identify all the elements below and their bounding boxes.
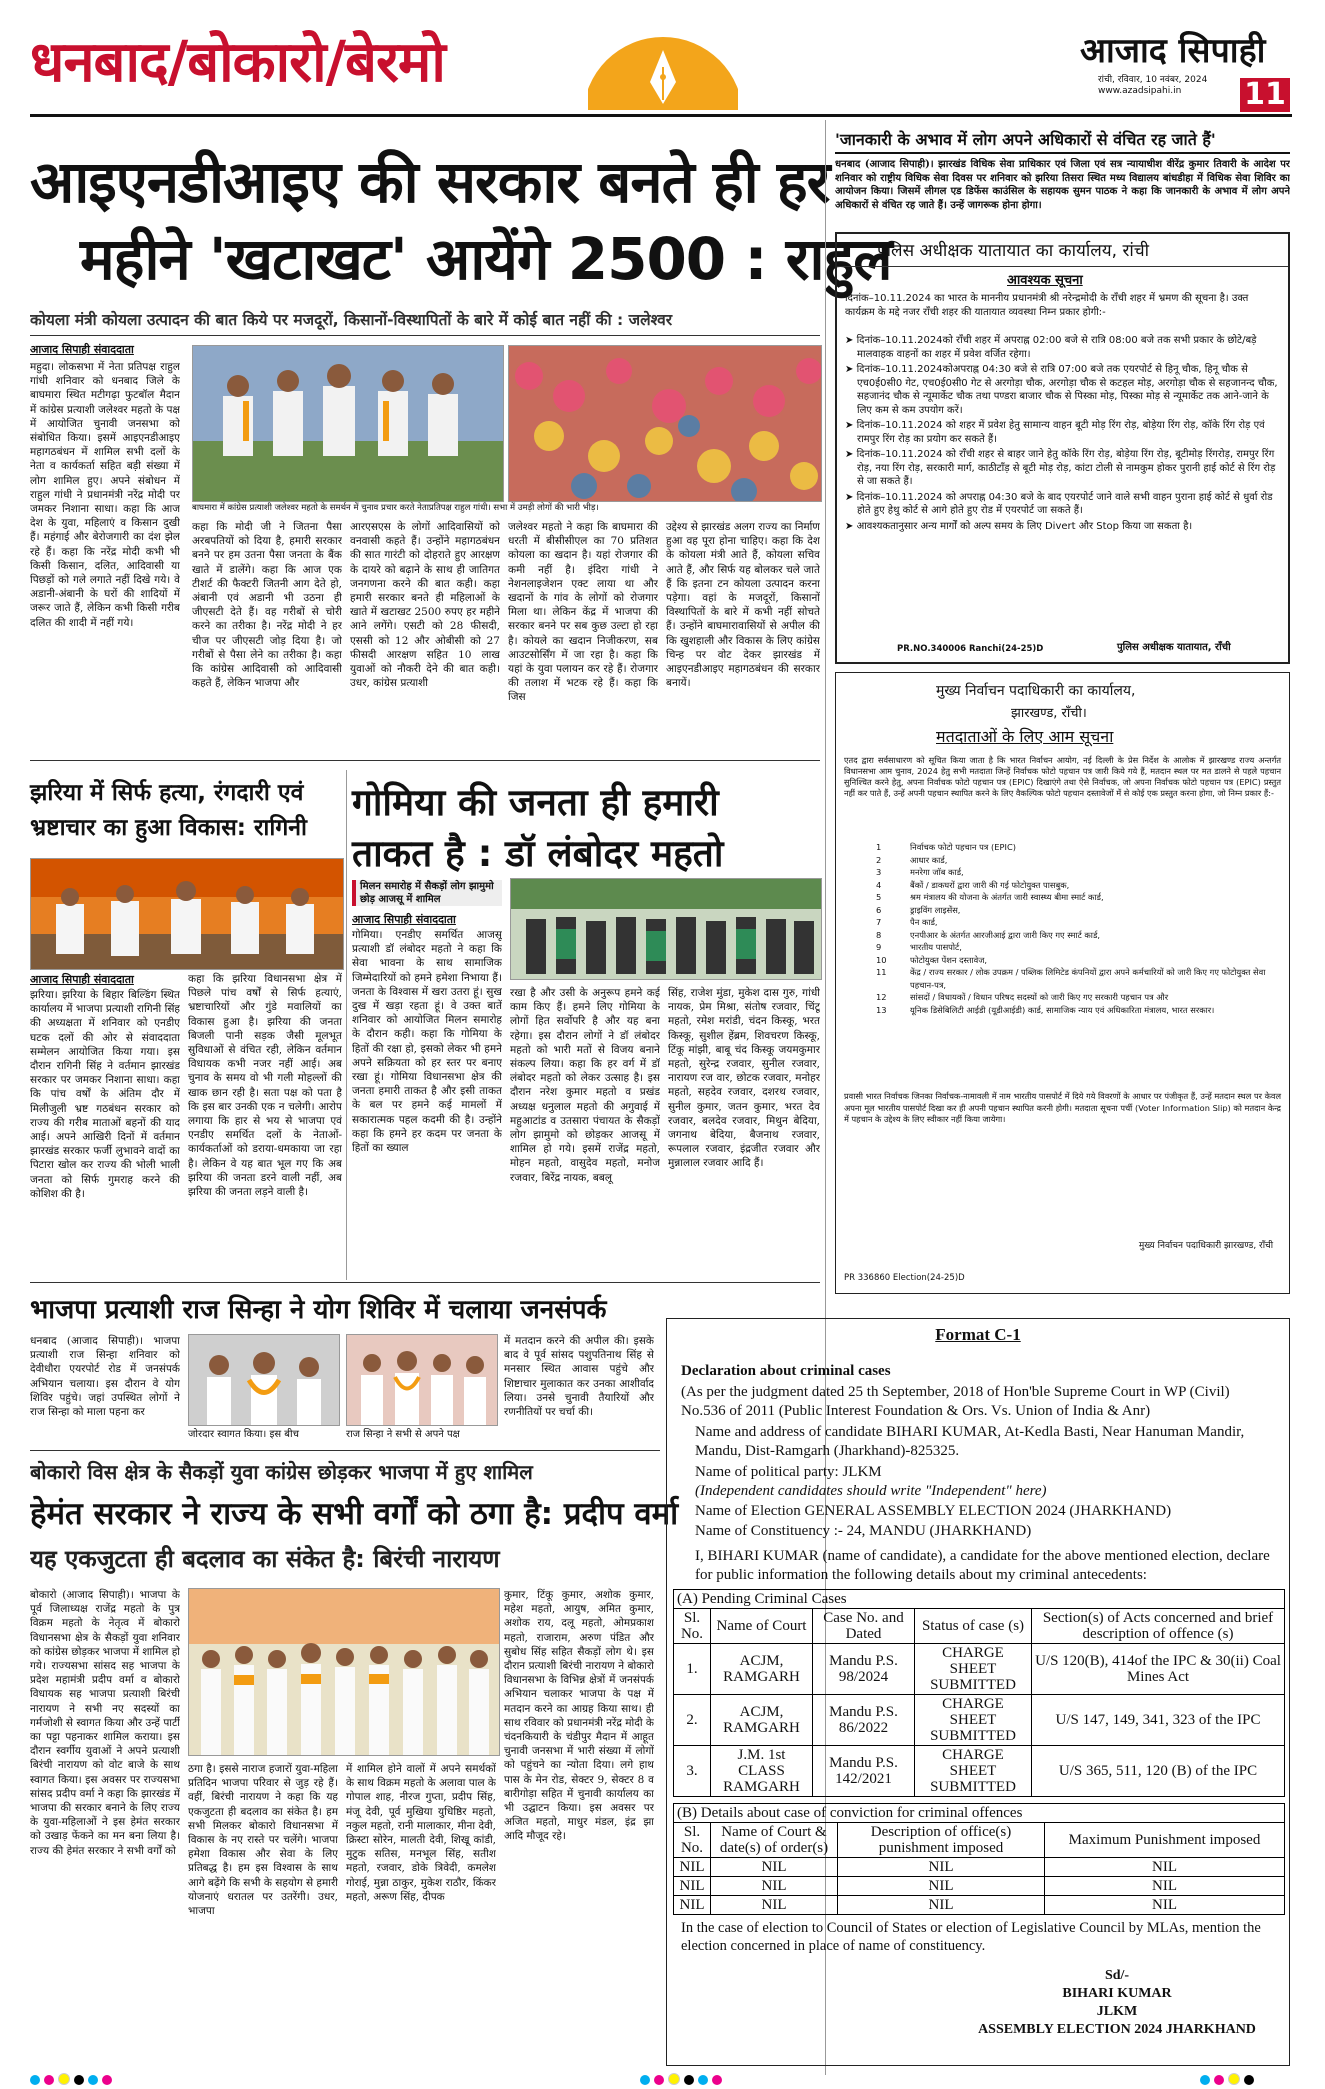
lead-headline-1: आइएनडीआइए की सरकार बनते ही हर [30,148,830,216]
police-point: ➤ दिनांक–10.11.2024कोअपराह्न 04:30 बजे से रात्रि 07:00 बजे तक एयरपोर्ट से हिनू चौक, हिनू चौक से एच0ई0सी0 गेट, एच0ई0सी0 गेट से अरगोड़ा चौक, अरगोड़ा चौक से कटहल मोड़, अरगोड़ा चौक से सहजानन्द चौक, सहजानंद चौक से न्यूमार्केट चौक तथा पण्डरा बाजार चौक से पिस्का मोड़, पिस्का मोड़ से न्यूमार्केट तक आने-जाने के लिए कम से कम उपयोग करें। [845,364,1278,416]
header-cell: Section(s) of Acts concerned and brief description of offence (s) [1032,1609,1285,1644]
table-header-row [674,1609,1285,1644]
section-title: धनबाद/बोकारो/बेरमो [30,30,445,95]
section-a-label: (A) Pending Criminal Cases [674,1590,1285,1609]
police-points [845,334,1280,535]
lead-col-4: जलेश्वर महतो ने कहा कि बाघमारा की धरती में बीसीसीएल का 70 प्रतिशत कोयला का खदान है। यहां रोजगार की कमी नहीं है। इंदिरा गांधी ने नेशनलाइजेशन एक्ट लाया था और खदानों के गांव के लोगों को रोजगार मिला था। लेकिन केंद्र में भाजपा की सरकार बनने पर सब कुछ उल्टा हो रहा है। कोयले का खदान निजीकरण, सब आउटसोर्सिंग में जा रहा है। कहा कि यहां के युवा पलायन कर रहे हैं। रोजगार की तलाश में भटक रहे हैं। कहा कि जिस [508,521,658,704]
lead-col-3: आरएसएस के लोगों आदिवासियों को वनवासी कहते हैं। उन्होंने महागठबंधन की सात गारंटी को दोहराते हुए आरक्षण के दायरे को बढ़ाने के साथ ही जातिगत जनगणना करने की बात कही। कहा हमारी सरकार बनते ही महिलाओं के खाते में खटाखट 2500 रुपए हर महीने आने लगेंगे। एसटी को 28 फीसदी, एससी को 12 और ओबीसी को 27 फीसदी आरक्षण सहित 10 लाख युवाओं को नौकरी देने की बात कही। उधर, कांग्रेस प्रत्याशी [350,521,500,690]
table-cell: Mandu P.S. 86/2022 [813,1695,915,1746]
bokaro-headline-1: बोकारो विस क्षेत्र के सैकड़ों युवा कांग्रेस छोड़कर भाजपा में हुए शामिल [30,1460,533,1484]
election-doc-item: 1 निर्वाचक फोटो पहचान पत्र (EPIC) [876,842,1016,852]
bjp-headline: भाजपा प्रत्याशी राज सिन्हा ने योग शिविर में चलाया जनसंपर्क [30,1295,607,1325]
header-cell: Name of Court & date(s) of order(s) [711,1823,838,1858]
table-cell: CHARGE SHEET SUBMITTED [915,1746,1032,1797]
lead-photo-stage [192,345,504,502]
table-cell: NIL [711,1858,838,1877]
election-doc-item: 2 आधार कार्ड, [876,854,948,865]
table-row [674,1896,1285,1915]
table-cell: U/S 365, 511, 120 (B) of the IPC [1032,1746,1285,1797]
table-cell: 1. [674,1644,711,1695]
table-cell: J.M. 1st CLASS RAMGARH [711,1746,813,1797]
table-cell: NIL [711,1896,838,1915]
sign-name: BIHARI KUMAR [1062,1986,1172,2001]
page-number: 11 [1240,78,1290,112]
police-point: ➤ दिनांक–10.11.2024 को अपराह्न 04:30 बजे के बाद एयरपोर्ट जाने वाले सभी वाहन पुराना हाई कोर्ट से धुर्वा रोड होते हुए हेथु कोर्ट से आगे होते हुए रोड में एयरपोर्ट जा सकते हैं। [845,491,1273,516]
gomia-kicker: मिलन समारोह में सैकड़ों लोग झामुमो छोड़ आजसू में शामिल [352,880,502,906]
format-c1-declaration: I, BIHARI KUMAR (name of candidate), a candidate for the above mentioned election, declare for public information the following details about my criminal antecedents: [695,1548,1270,1583]
header-cell: Status of case (s) [915,1609,1032,1644]
right-top-headline: 'जानकारी के अभाव में लोग अपने अधिकारों से वंचित रह जाते हैं' [835,130,1216,149]
election-notice [835,672,1290,1294]
police-ref: PR.NO.340006 Ranchi(24-25)D [897,644,1044,654]
format-c1-party-note: (Independent candidates should write "Independent" here) [695,1483,1047,1499]
police-point: ➤ दिनांक–10.11.2024 को राँची शहर से बाहर जाने हेतु कॉके रिंग रोड़, बोड़ेया रिंग रोड़, बूटीमोड़ रिंगरोड़, रामपुर रिंग रोड़, नया रिंग रोड़, सरकारी मार्ग, काठीटाँड़ से बूटी मोड़ रोड़, कांटा टोली से नामकुम होकर पुरानी हाई कोर्ट से रिंग रोड़ से जा सकते हैं। [845,449,1276,487]
election-doc-item: 13 यूनिक डिसेबिलिटी आईडी (यूडीआईडी) कार्ड, सामाजिक न्याय एवं अधिकारिता मंत्रालय, भारत सरकार। [876,1004,1215,1015]
table-cell: ACJM, RAMGARH [711,1644,813,1695]
format-c1 [666,1318,1290,2066]
lead-col-2: कहा कि मोदी जी ने जितना पैसा अरबपतियों को दिया है, हमारी सरकार बनने पर हम उतना पैसा जनता के बैंक खाते में डालेंगे। कहा कि आज एक टीशर्ट की फैक्टरी जितनी आग देते हो, अंबानी एवं अडानी भी उठना ही जीएसटी देते हैं। वह गरीबों से चोरी करने का तरीका है। नरेंद्र मोदी ने हर चीज पर जीएसटी जोड़ दिया है। जो गरीबों से पैसा लेने का तरीका है। कहा कि कांग्रेस आदिवासी को आदिवासी कहते हैं, लेकिन भाजपा और [192,521,342,690]
jharia-headline-2: भ्रष्टाचार का हुआ विकास: रागिनी [30,815,308,841]
header-cell: Description of office(s) punishment imposed [838,1823,1045,1858]
police-point: ➤ आवश्यकतानुसार अन्य मार्गों को अल्प समय के लिए Divert और Stop किया जा सकता है। [845,520,1193,532]
right-top-body: धनबाद (आजाद सिपाही)। झारखंड विधिक सेवा प्राधिकार एवं जिला एवं सत्र न्यायाधीश वीरेंद्र कुमार तिवारी के आदेश पर शनिवार को राष्ट्रीय विधिक सेवा दिवस पर शनिवार को झरिया तिसरा स्थित मध्य विद्यालय बांधडीहा में विधिक सेवा शिविर का आयोजन किया। जिसमें लीगल एड डिफेंस काउंसिल के सहायक सुमन पाठक ने कहा कि जानकारी के अभाव में लोग अपने अधिकारों से वंचित रह जाते हैं। उन्हें जागरूक होना होगा। [835,159,1290,211]
lead-byline: आजाद सिपाही संवाददाता [30,343,134,356]
format-c1-party: Name of political party: JLKM [695,1464,882,1480]
table-cell: 3. [674,1746,711,1797]
format-c1-title: Format C-1 [935,1325,1021,1344]
table-row [674,1644,1285,1695]
police-title: आवश्यक सूचना [1007,273,1083,288]
gomia-col-2: रखा है और उसी के अनुरूप हमने कई काम किए हैं। हमने लिए गोमिया के लोगों हित सर्वोपरि है और यह बना रहेगा। इस दौरान लोगों ने डॉ लंबोदर महतो को भारी मतों से विजय बनाने संकल्प लिया। कहा कि हर वर्ग में डॉ लंबोदर महतो को लेकर उत्साह है। इस दौरान नरेश कुमार महतो व प्रखंड अध्यक्ष धनुलाल महतो की अगुवाई में महुआटांड व उतसारा पंचायत के सैकड़ों लोग झामुमो को छोड़कर आजसू में शामिल हो गये। इसमें राजेंद्र महतो, मोहन महतो, वासुदेव महतो, मनोज रजवार, बिरेंद्र नायक, बबलू [510,987,660,1184]
bjp-photo-1 [188,1334,340,1426]
bjp-caption-b: राज सिन्हा ने सभी से अपने पक्ष [346,1428,496,1441]
bokaro-col-4: कुमार, टिंकू कुमार, अशोक कुमार, महेश महतो, आयुष, अमित कुमार, अशोक राय, दलू महतो, ओमप्रकाश महतो, राजाराम, अरुण पंडित और सुबोध सिंह सहित सैकड़ों लोग थे। इस दौरान प्रत्याशी बिरंची नारायण ने बोकारो विधानसभा के विभिन्न क्षेत्रों में जनसंपर्क अभियान चलाकर भाजपा के पक्ष में मतदान करने का आग्रह किया साथ। ही साथ रविवार को प्रधानमंत्री नरेंद्र मोदी के चंदनकियारी के चंडीपुर मैदान में आहूत चुनावी जनसभा में भारी संख्या में लोगों को पहुंचने का न्योता दिया। लगे हाथ पास के मेन रोड, सेक्टर 9, सेक्टर 8 व बारीगोड़ा सहित में चुनावी कार्यालय का भी उद्घाटन किया। इस अवसर पर अजित महतो, माधुर मंडल, इंद्र झा आदि मौजूद रहे। [504,1589,654,1843]
bjp-col-1: धनबाद (आजाद सिपाही)। भाजपा प्रत्याशी राज सिन्हा शनिवार को देवीधौरा एयरपोर्ट रोड में जनसंपर्क अभियान चलाया। इस दौरान वे योग शिविर पहुंचे। जहां उपस्थित लोगों ने राज सिन्हा को माला पहना कर [30,1335,180,1419]
police-signature: पुलिस अधीक्षक यातायात, रॉंची [1117,642,1231,653]
format-c1-election: Name of Election GENERAL ASSEMBLY ELECTION 2024 (JHARKHAND) [695,1503,1172,1519]
format-c1-footnote: In the case of election to Council of States or election of Legislative Council by MLAs, mention the election concerned in place of name of constituency. [681,1920,1261,1954]
election-intro: एतद द्वारा सर्वसाधारण को सूचित किया जाता है कि भारत निर्वाचन आयोग, नई दिल्ली के प्रेस निर्देश के आलोक में झारखण्ड राज्य अन्तर्गत विधानसभा आम चुनाव, 2024 हेतु सभी मतदाता जिन्हें निर्वाचक फोटो पहचान पत्र जारी किये गये हैं, मतदान स्थल पर मत डालने से पहले पहचान सुनिश्चित करने हेतु, अपना निर्वाचक फोटो पहचान पत्र (EPIC) दिखाएंगे तथा ऐसे निर्वाचक, जो अपना निर्वाचक फोटो पहचान पत्र (EPIC) प्रस्तुत नहीं कर पाते हैं, उन्हें अपनी पहचान स्थापित करने के लिए वैकल्पिक फोटो पहचान दस्तावेजों में से कोई एक प्रस्तुत करना होगा, जो निम्न प्रकार हैं:- [844,755,1281,798]
table-cell: CHARGE SHEET SUBMITTED [915,1695,1032,1746]
table-row [674,1746,1285,1797]
sd-label: Sd/- [1104,1968,1130,1983]
registration-marks-right [1200,2070,1258,2089]
format-c1-signature [967,1967,1267,2039]
election-doc-item: 9 भारतीय पासपोर्ट, [876,942,962,952]
election-doc-item: 8 एनपीआर के अंतर्गत आरजीआई द्वारा जारी किए गए स्मार्ट कार्ड, [876,929,1101,940]
registration-marks-left [30,2070,116,2089]
format-c1-intro: (As per the judgment dated 25 th September, 2018 of Hon'ble Supreme Court in WP (Civil) No.536 of 2011 (Public Interest Foundation & Ors. Vs. Union of India & Anr) [681,1384,1230,1419]
section-b-label: (B) Details about case of conviction for criminal offences [674,1804,1285,1823]
lead-col-1: महुदा। लोकसभा में नेता प्रतिपक्ष राहुल गांधी शनिवार को धनबाद जिले के बाघमारा स्थित मटीगढ़ा फुटबॉल मैदान में कांग्रेस प्रत्याशी जलेश्वर महतो के पक्ष में आयोजित चुनावी जनसभा को संबोधित किया। इसमें आइएनडीआइए महागठबंधन में शामिल सभी दलों के नेता व कार्यकर्ता सहित बड़ी संख्या में लोग शामिल हुए। अपने संबोधन में राहुल गांधी ने प्रधानमंत्री नरेंद्र मोदी पर जमकर निशाना साधा। कहा कि आज देश के युवा, महिलाएं व किसान दुखी हैं। महंगाई और बेरोजगारी का दंश झेल रहे हैं। कहा कि नरेंद्र मोदी कभी भी किसी किसान, दलित, आदिवासी या पिछड़ों को गले लगाते नहीं दिखे गये। वे अडानी-अंबानी के घरों की शादियों में जरूर जाते हैं, लेकिन कभी किसी गरीब दलित की शादी में नहीं गये। [30,361,180,629]
gomia-col-1: गोमिया। एनडीए समर्थित आजसू प्रत्याशी डॉ लंबोदर महतो ने कहा कि सेवा भावना के साथ सामाजिक जिम्मेदारियों को हमने हमेशा निभाया हैं। जनता के विश्वास में खरा उतरा हूं। सुख दुख में खड़ा रहता हूं। वे उक्त बातें शनिवार को आयोजित मिलन समारोह के दौरान कही। कहा कि गोमिया के हितों की रक्षा हो, इसको लेकर भी हमने अपने सक्रियता को हर स्तर पर बनाए रखा हूं। गोमिया विधानसभा क्षेत्र की जनता हमारी ताकत है और इसी ताकत के बल पर हमने कई मामलों में सकारात्मक पहल कदमी की है। उन्होंने कहा कि हमने हर कदम पर जनता के हितों का ख्याल [352,929,502,1155]
header-cell: Sl. No. [674,1609,711,1644]
table-cell: NIL [838,1858,1045,1877]
bjp-col-2: में मतदान करने की अपील की। इसके बाद वे पूर्व सांसद पशुपतिनाथ सिंह से मनसार स्थित आवास पहुंचे और शिष्टाचार मुलाकात कर उनका आशीर्वाद लिया। उनसे चुनावी तैयारियों और रणनीतियों पर चर्चा की। [504,1335,654,1419]
registration-marks-mid [640,2070,726,2089]
bjp-photo-2 [346,1334,498,1426]
masthead-rule [30,114,1292,117]
gomia-headline-2: ताकत है : डॉ लंबोदर महतो [352,832,724,875]
table-cell: NIL [1045,1877,1285,1896]
bokaro-photo [188,1588,500,1756]
election-doc-item: 12 सांसदों / विधायकों / विधान परिषद सदस्यों को जारी किए गए सरकारी पहचान पत्र और [876,992,1169,1002]
bjp-caption-a: जोरदार स्वागत किया। इस बीच [188,1428,338,1441]
table-cell: NIL [1045,1896,1285,1915]
jharia-photo [30,858,344,970]
election-doc-item: 11 केंद्र / राज्य सरकार / लोक उपक्रम / पब्लिक लिमिटेड कंपनियों द्वारा अपने कर्मचारियों को जारी किए गए फोटोयुक्त सेवा पहचान-पत्र, [876,967,1266,990]
election-doc-item: 7 पैन कार्ड, [876,917,938,927]
jharia-byline: आजाद सिपाही संवाददाता [30,973,134,986]
table-cell: Mandu P.S. 98/2024 [813,1644,915,1695]
table-cell: NIL [674,1877,711,1896]
sign-party: JLKM [1096,2004,1138,2019]
election-doc-item: 4 बैंकों / डाकघरों द्वारा जारी की गई फोटोयुक्त पासबुक, [876,879,1070,890]
table-row [674,1695,1285,1746]
bokaro-col-2: ठगा है। इससे नाराज हजारों युवा-महिला प्रतिदिन भाजपा परिवार से जुड़ रहे हैं। वहीं, बिरंची नारायण ने कहा कि यह एकजुटता ही बदलाव का संकेत है। हम सभी मिलकर बोकारो विधानसभा में विकास के नए रास्ते पर चलेंगे। भाजपा हमेशा विकास और सेवा के लिए प्रतिबद्ध है। हम इस विश्वास के साथ आगे बढ़ेंगे कि सभी के सहयोग से हमारी योजनाएं धरातल पर उतरेंगी। उधर, भाजपा [188,1763,338,1918]
table-cell: NIL [838,1896,1045,1915]
lead-col-5: उद्देश्य से झारखंड अलग राज्य का निर्माण हुआ वह पूरा होना चाहिए। कहा कि देश के कोयला मंत्री आते हैं, कोयला सचिव आते हैं, और सिर्फ यह बोलकर चले जाते हैं कि इतना टन कोयला उत्पादन करना पड़ेगा। वहां के मजदूरों, किसानों विस्थापितों के बारे में कभी नहीं सोचते हैं। उन्होंने बाघमारावासियों से अपील की कि खुशहाली और विकास के लिए कांग्रेस चिन्ह पर वोट देकर झारखंड में आइएनडीआइए महागठबंधन की सरकार बनायें। [666,521,820,690]
pending-cases-table [673,1589,1285,1915]
table-cell: NIL [711,1877,838,1896]
election-doc-item: 3 मनरेगा जॉब कार्ड, [876,867,964,877]
format-c1-candidate: Name and address of candidate BIHARI KUMAR, At-Kedla Basti, Near Hanuman Mandir, Mandu, Dist-Ramgarh (Jharkhand)-825325. [695,1424,1245,1459]
table-cell: NIL [838,1877,1045,1896]
police-point: ➤ दिनांक–10.11.2024को राँची शहर में अपराह्न 02:00 बजे से रात्रि 08:00 बजे तक सभी प्रकार के छोटे/बड़े मालवाहक वाहनों का शहर में प्रवेश वर्जित रहेगा। [845,335,1257,360]
bokaro-col-1: बोकारो (आजाद सिपाही)। भाजपा के पूर्व जिलाध्यक्ष राजेंद्र महतो के पुत्र विक्रम महतो के नेतृत्व में बोकारो विधानसभा क्षेत्र के सैकड़ों युवा शनिवार को कांग्रेस छोड़कर भाजपा में शामिल हो गये। राज्यसभा सांसद सह भाजपा के प्रदेश महामंत्री प्रदीप वर्मा व बोकारो विधायक सह भाजपा प्रत्याशी बिरंची नारायण ने सभी नए सदस्यों का गर्मजोशी से स्वागत किया और उन्हें पार्टी का पट्टा पहनाकर शामिल कराया। इस दौरान स्वर्गीय युवाओं ने अपने प्रत्याशी बिरंची नारायण को वोट बाजे के साथ स्वागत किया। इस अवसर पर राज्यसभा सांसद प्रदीप वर्मा ने कहा कि झारखंड में भाजपा की सरकार बनाने के लिए राज्य के युवा-महिलाओं ने इस हेमंत सरकार को उखाड़ फेंकने का मन बना लिया है। राज्य की हेमंत सरकार ने सभी वर्गों को [30,1589,180,1857]
gomia-col-3: सिंह, राजेश मुंडा, मुकेश दास गुरु, गांधी नायक, प्रेम मिश्रा, संतोष रजवार, चिंटू महतो, रमेश मरांडी, चंदन किस्कू, भरत किस्कू, सुशील हेंब्रम, शिवचरण किस्कू, टिंकू मांझी, बाबू चंद किस्कू जयमकुमार महतो, सुरेन्द्र रजवार, सुनील रजवार, नारायण रज वार, छोटक रजवार, मनोहर महतो, सहदेव रजवार, दशरथ रजवार, सुनील कुमार, जतन कुमार, भरत देव रजवार, बलदेव रजवार, मिथुन बेदिया, जगनाथ बेदिया, बैजनाथ रजवार, रूपलाल रजवार, इंद्रजीत रजवार और मुन्नालाल रजवार आदि हैं। [668,987,820,1170]
bokaro-headline-2: हेमंत सरकार ने राज्य के सभी वर्गों को ठगा है: प्रदीप वर्मा [30,1496,679,1532]
table-cell: U/S 120(B), 414of the IPC & 30(ii) Coal Mines Act [1032,1644,1285,1695]
election-ref: PR 336860 Election(24-25)D [844,1273,965,1283]
election-signature: मुख्य निर्वाचन पदाधिकारी झारखण्ड, रॉंची [1138,1241,1274,1251]
table-cell: U/S 147, 149, 341, 323 of the IPC [1032,1695,1285,1746]
pen-sun-logo [588,22,738,110]
table-cell: NIL [674,1896,711,1915]
lead-photo-crowd [508,345,822,502]
election-doc-item: 6 ड्राइविंग लाइसेंस, [876,904,961,915]
gomia-photo [510,878,822,980]
lead-photo-caption: बाघमारा में कांग्रेस प्रत्याशी जलेश्वर महतो के समर्थन में चुनाव प्रचार करते नेताप्रतिपक्ष राहुल गांधी। सभा में उमड़ी लोगों की भारी भीड़। [192,502,820,515]
table-row [674,1877,1285,1896]
police-office: पुलिस अधीक्षक यातायात का कार्यालय, रांची [877,241,1150,261]
table-cell: NIL [674,1858,711,1877]
election-title: मतदाताओं के लिए आम सूचना [936,727,1114,746]
jharia-col-2: कहा कि झरिया विधानसभा क्षेत्र में पिछले पांच वर्षों से सिर्फ हत्याएं, भ्रष्टाचारियों और गुंडे मवालियों का विकास हुआ है। झरिया की जनता बिजली पानी सड़क जैसी मूलभूत सुविधाओं से वंचित रही, लेकिन वर्तमान विधायक कभी नजर नहीं आई। अब चुनाव के समय वो भी गली मोहल्लों की खाक छान रही है। सता पक्ष को पता है कि इस बार उनकी एक न चलेगी। आरोप लगाया कि हार से भय से भाजपा एवं एनडीए समर्थित दलों के नेताओं-कार्यकर्ताओं को डराया-धमकाया जा रहा है। लेकिन वे यह बात भूल गए कि अब झरिया की जनता डरने वाली नहीं, अब झरिया की जनता लड़ने वाली है। [188,973,342,1199]
election-doc-item: 5 श्रम मंत्रालय की योजना के अंतर्गत जारी स्वास्थ्य बीमा स्मार्ट कार्ड, [876,892,1104,902]
police-point: ➤ दिनांक–10.11.2024 को शहर में प्रवेश हेतु सामान्य वाहन बूटी मोड़ रिंग रोड़, बोड़ेया रिंग रोड़, कॉके रिंग रोड़ एवं रामपुर रिंग रोड़ का प्रयोग कर सकते हैं। [845,420,1265,445]
dateline: रांची, रविवार, 10 नवंबर, 2024 [1098,75,1208,85]
paper-name: आजाद सिपाही [1080,31,1266,71]
gomia-byline: आजाद सिपाही संवाददाता [352,913,456,926]
header-cell: Case No. and Dated [813,1609,915,1644]
table-cell: 2. [674,1695,711,1746]
jharia-headline-1: झरिया में सिर्फ हत्या, रंगदारी एवं [30,780,304,806]
jharia-col-1: झरिया। झरिया के बिहार बिल्डिंग स्थित कार्यालय में भाजपा प्रत्याशी रागिनी सिंह की अध्यक्षता में शनिवार को एनडीए घटक दलों की ओर से संवाददाता सम्मेलन आयोजित किया गया। इस दौरान रागिनी सिंह ने वर्तमान झारखंड सरकार पर जमकर निशाना साधा। कहा कि पांच वर्षों के अंतिम दौर में मिलीजुली भ्रष्ट गठबंधन सरकार को राज्य की गरीब माताओं बहनों की याद आई। अपने आखिरी दिनों में वर्तमान झारखंड सरकार फर्जी लुभावने वादों का पिटारा खोल कर राज्य की भोली भाली जनता को सिर्फ गुमराह करने की कोशिश की है। [30,989,180,1200]
election-para2: प्रवासी भारत निर्वाचक जिनका निर्वाचक-नामावली में नाम भारतीय पासपोर्ट में दिये गये विवरणों के आधार पर पंजीकृत हैं, उन्हें मतदान स्थल पर केवल अपना मूल भारतीय पासपोर्ट दिखा कर ही अपनी पहचान स्थापित करनी होगी। मतदाता सूचना पर्ची (Voter Information Slip) को मतदान केन्द्र में पहचान के उद्देश्य के लिए स्वीकार नहीं किया जायेगा। [844,1091,1281,1124]
header-cell: Name of Court [711,1609,813,1644]
table-cell: CHARGE SHEET SUBMITTED [915,1644,1032,1695]
lead-headline-2: महीने 'खटाखट' आयेंगे 2500 : राहुल [80,225,892,293]
gomia-headline-1: गोमिया की जनता ही हमारी [352,781,719,824]
website: www.azadsipahi.in [1098,86,1182,96]
header-cell: Sl. No. [674,1823,711,1858]
table-cell: ACJM, RAMGARH [711,1695,813,1746]
table-header-row [674,1823,1285,1858]
election-place: झारखण्ड, राँची। [1011,706,1087,721]
header-cell: Maximum Punishment imposed [1045,1823,1285,1858]
police-intro: दिनांक–10.11.2024 का भारत के माननीय प्रधानमंत्री श्री नरेन्द्रमोदी के रॉंची शहर में भ्रमण की सूचना है। उक्त कार्यक्रम के मद्दे नजर राँची शहर की यातायात व्यवस्था निम्न प्रकार होगी:- [845,293,1249,318]
election-office: मुख्य निर्वाचन पदाधिकारी का कार्यालय, [936,683,1136,699]
lead-subhead: कोयला मंत्री कोयला उत्पादन की बात किये पर मजदूरों, किसानों-विस्थापितों के बारे में कोई बात नहीं की : जलेश्वर [30,311,673,329]
sign-election: ASSEMBLY ELECTION 2024 JHARKHAND [978,2022,1256,2037]
bokaro-col-3: में शामिल होने वालों में अपने समर्थकों के साथ विक्रम महतो के अलावा पाल के गोपाल शाह, नीरज गुप्ता, प्रदीप सिंह, मंजू देवी, पूर्व मुखिया युधिष्ठिर महतो, नकुल महतो, रानी मालाकार, मीना देवी, क्रिस्टा सोरेन, मालती देवी, शिखू कांडी, मुटुक सतिस, मनभूल सिंह, सतीश महतो, रजवार, डोके त्रिवेदी, कमलेश गोराई, मुन्ना ठाकुर, मुकेश राठौर, किंकर महतो, अरूण सिंह, दीपक [346,1763,496,1903]
table-cell: NIL [1045,1858,1285,1877]
election-doc-item: 10 फोटोयुक्त पेंशन दस्तावेज, [876,954,988,965]
police-notice [835,232,1290,664]
table-row [674,1858,1285,1877]
bokaro-headline-3: यह एकजुटता ही बदलाव का संकेत है: बिरंची नारायण [30,1545,500,1573]
format-c1-subtitle: Declaration about criminal cases [681,1363,891,1379]
election-doc-list [876,841,1281,1016]
table-cell: Mandu P.S. 142/2021 [813,1746,915,1797]
format-c1-constituency: Name of Constituency :- 24, MANDU (JHARKHAND) [695,1523,1032,1539]
